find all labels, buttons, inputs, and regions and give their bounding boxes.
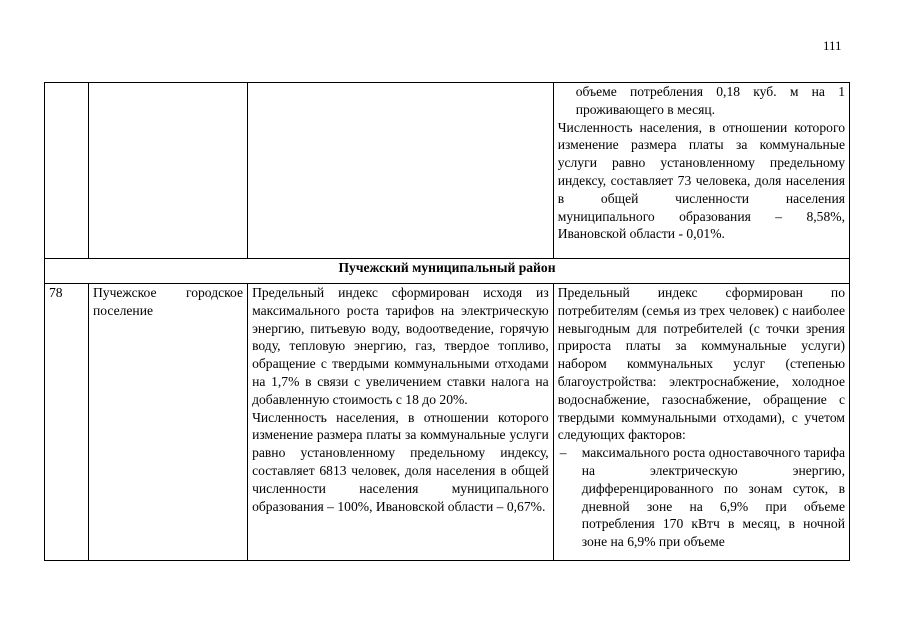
cell-index-basis — [248, 284, 554, 561]
row-number: 78 — [45, 284, 89, 561]
table-row — [45, 83, 850, 259]
consumer-text: Предельный индекс сформирован по потребителям (семья из трех человек) с наиболее невыгодным для потребителей (с точки зрения прироста платы за коммунальные услуги) набором коммунальных услуг (степенью благоустройства: электроснабжение, холодное водоснабжение, газоснабжение, обращение с твердыми коммунальными отходами), с учетом следующих факторов: — [557, 285, 845, 443]
factor-list — [558, 444, 845, 551]
cell-consumer-basis — [553, 284, 849, 561]
population-text: Численность населения, в отношении которого изменение размера платы за коммунальные услуги равно установленному предельному индексу, составляет 73 человека, доля населения в общей численности населения муниципального образования – 8,58%, Ивановской области - 0,01%. — [557, 119, 845, 242]
continuation-text: объеме потребления 0,18 куб. м на 1 проживающего в месяц. — [575, 84, 845, 117]
list-item: – максимального роста одноставочного тарифа на электрическую энергию, дифференцированного по зонам суток, в дневной зоне на 6,9% при объеме потребления 170 кВтч в месяц, в ночной зоне на 6,9% при объеме — [558, 444, 845, 551]
settlement-name: Пучежское городское поселение — [88, 284, 247, 561]
tariff-table — [44, 82, 850, 561]
table-row — [45, 284, 850, 561]
page-number: 111 — [823, 38, 842, 53]
cell-consumer-basis — [553, 83, 849, 259]
cell-settlement — [88, 83, 247, 259]
cell-index-basis — [248, 83, 554, 259]
cell-number — [45, 83, 89, 259]
section-title: Пучежский муниципальный район — [45, 259, 850, 284]
section-row — [45, 259, 850, 284]
population-text: Численность населения, в отношении которого изменение размера платы за коммунальные услуги равно установленному предельному индексу, составляет 6813 человек, доля населения в общей численности населения муниципального образования – 100%, Ивановской области – 0,67%. — [252, 409, 549, 514]
index-text: Предельный индекс сформирован исходя из максимального роста тарифов на электрическую энергию, питьевую воду, водоотведение, горячую воду, тепловую энергию, газ, твердое топливо, обращение с твердыми коммунальными отходами на 1,7% в связи с увеличением ставки налога на добавленную стоимость с 18 до 20%. — [252, 285, 549, 407]
